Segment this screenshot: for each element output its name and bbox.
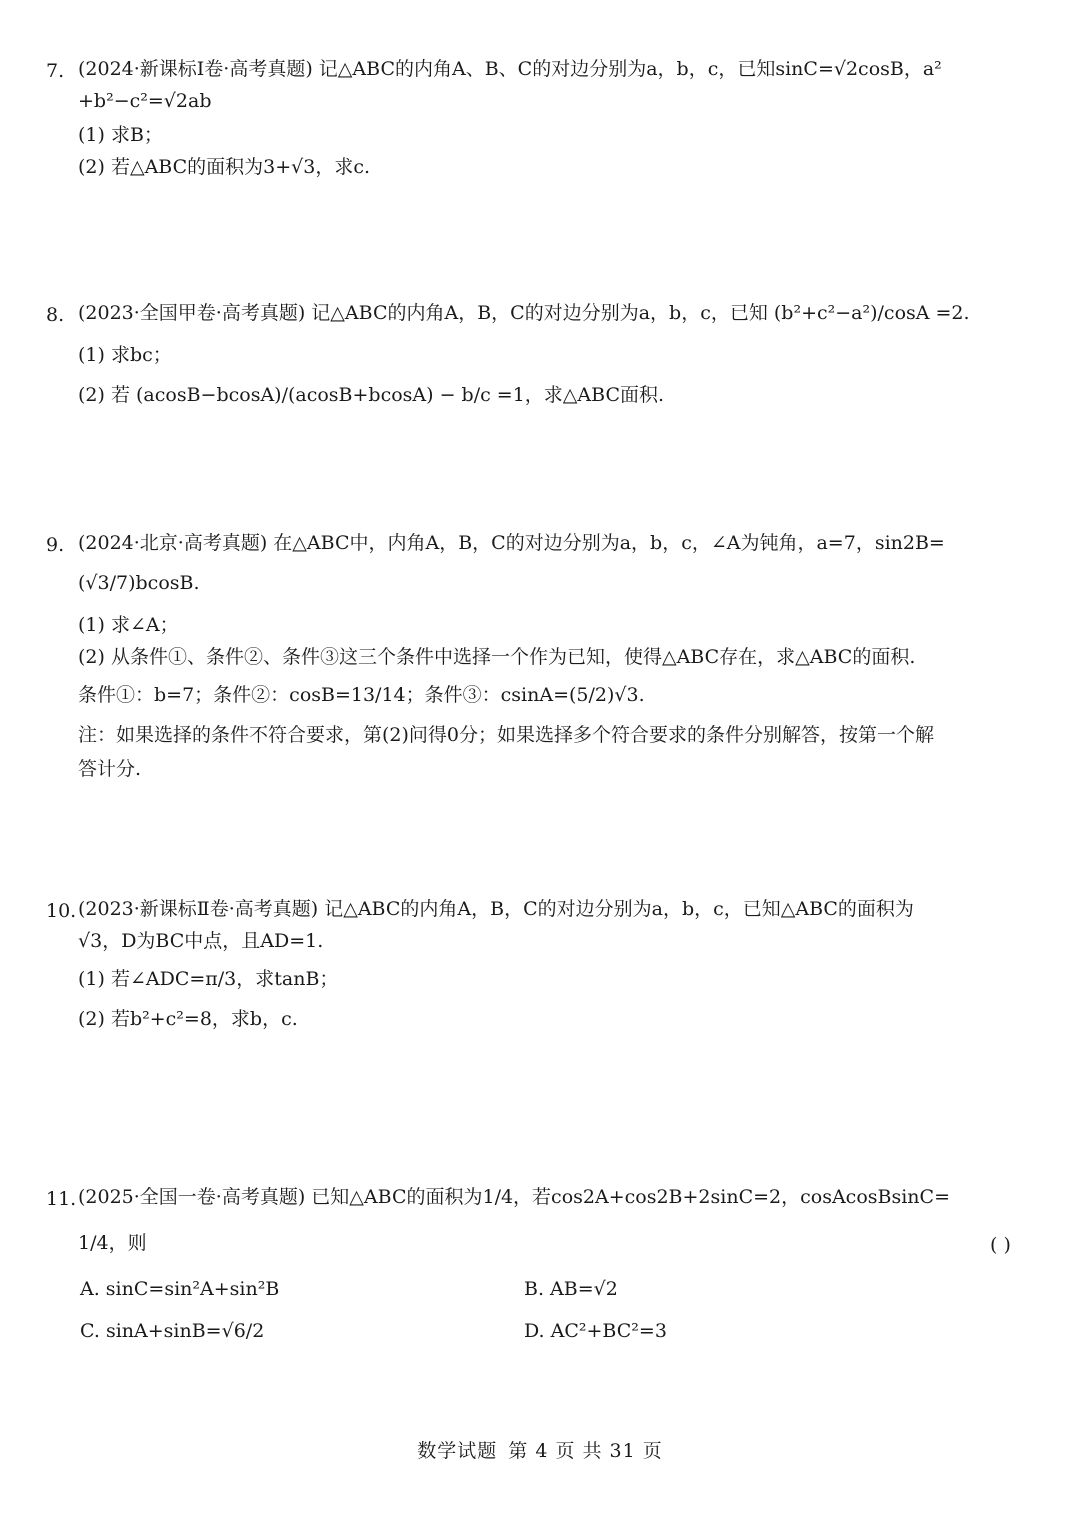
footer-page-number: 第 4 页 共 31 页 <box>508 1440 663 1462</box>
problem-subquestion: (2) 若△ABC的面积为3+√3，求c. <box>78 156 371 178</box>
problem-subquestion: (2) 若 (acosB−bcosA)/(acosB+bcosA) − b/c =1，求△ABC面积. <box>78 384 665 406</box>
problem-number: 7. <box>46 60 65 82</box>
problem-note: 注：如果选择的条件不符合要求，第(2)问得0分；如果选择多个符合要求的条件分别解答，按第一个解 <box>78 724 935 746</box>
problem-note: 答计分. <box>78 758 142 780</box>
answer-blank: ( ) <box>990 1234 1011 1256</box>
problem-subquestion: (1) 若∠ADC=π/3，求tanB； <box>78 968 339 990</box>
choice-c[interactable]: C. sinA+sinB=√6/2 <box>80 1320 265 1342</box>
problem-line: (2025·全国一卷·高考真题) 已知△ABC的面积为1/4，若cos2A+cos2B+2sinC=2，cosAcosBsinC= <box>78 1186 950 1208</box>
problem-number: 9. <box>46 534 65 556</box>
problem-number: 8. <box>46 304 65 326</box>
problem-subquestion: (1) 求bc； <box>78 344 172 366</box>
problem-number: 11. <box>46 1188 77 1210</box>
problem-line: 1/4，则 <box>78 1232 147 1254</box>
problem-line: (2023·全国甲卷·高考真题) 记△ABC的内角A，B，C的对边分别为a，b，c，已知 (b²+c²−a²)/cosA =2. <box>78 302 970 324</box>
problem-subquestion: (1) 求∠A； <box>78 614 179 636</box>
problem-line: (2024·新课标Ⅰ卷·高考真题) 记△ABC的内角A、B、C的对边分别为a，b，c，已知sinC=√2cosB，a² <box>78 58 942 80</box>
choice-a[interactable]: A. sinC=sin²A+sin²B <box>80 1278 280 1300</box>
page-footer <box>0 1436 1080 1463</box>
problem-line: √3，D为BC中点，且AD=1. <box>78 930 324 952</box>
problem-number: 10. <box>46 900 77 922</box>
problem-line: (2024·北京·高考真题) 在△ABC中，内角A，B，C的对边分别为a，b，c，∠A为钝角，a=7，sin2B= <box>78 532 945 554</box>
problem-subquestion: (2) 若b²+c²=8，求b，c. <box>78 1008 298 1030</box>
problem-line: 条件①：b=7；条件②：cosB=13/14；条件③：csinA=(5/2)√3. <box>78 684 645 706</box>
problem-line: (√3/7)bcosB. <box>78 572 200 594</box>
footer-subject: 数学试题 <box>417 1440 498 1462</box>
problem-line: (2023·新课标Ⅱ卷·高考真题) 记△ABC的内角A，B，C的对边分别为a，b，c，已知△ABC的面积为 <box>78 898 914 920</box>
problem-line: +b²−c²=√2ab <box>78 90 212 112</box>
problem-subquestion: (1) 求B； <box>78 124 163 146</box>
problem-subquestion: (2) 从条件①、条件②、条件③这三个条件中选择一个作为已知，使得△ABC存在，求△ABC的面积. <box>78 646 916 668</box>
choice-d[interactable]: D. AC²+BC²=3 <box>524 1320 667 1342</box>
choice-b[interactable]: B. AB=√2 <box>524 1278 618 1300</box>
